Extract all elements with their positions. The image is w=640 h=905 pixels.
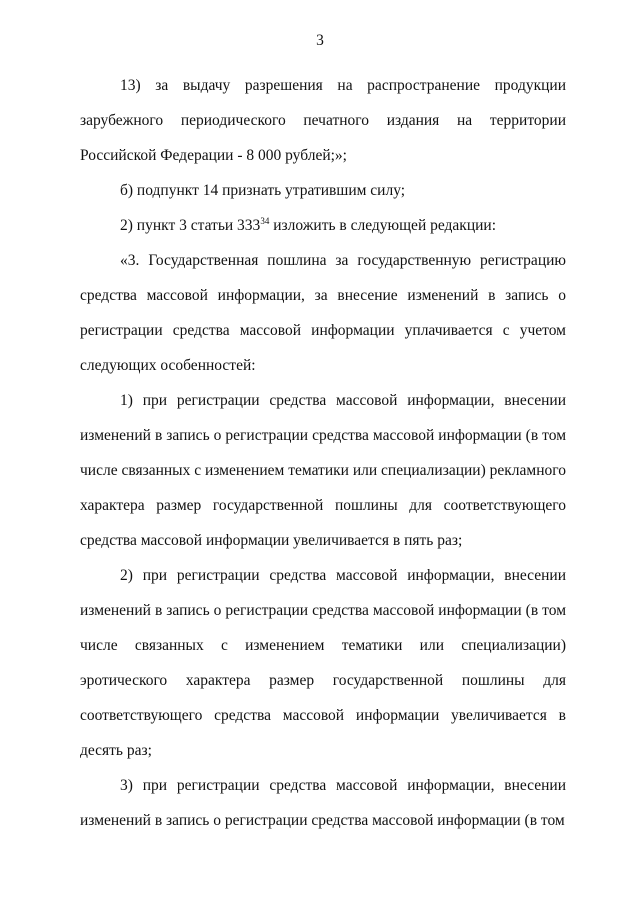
paragraph-item-13: 13) за выдачу разрешения на распространение продукции зарубежного периодического печатного издания на территории Российской Федерации - 8 000 рублей;»;: [80, 77, 566, 164]
paragraph-subitem-2: 2) при регистрации средства массовой информации, внесении изменений в запись о регистрации средства массовой информации (в том числе связанных с изменением тематики или специализации) эротического характера размер государственной пошлины для соответствующего средства массовой информации увеличивается в десять раз;: [80, 567, 566, 759]
paragraph-subitem-1: 1) при регистрации средства массовой информации, внесении изменений в запись о регистрации средства массовой информации (в том числе связанных с изменением тематики или специализации) рекламного характера размер государственной пошлины для соответствующего средства массовой информации увеличивается в пять раз;: [80, 392, 566, 549]
paragraph-item-2: [80, 208, 566, 243]
paragraph-item-2-tail: изложить в следующей редакции:: [269, 217, 497, 234]
paragraph-item-2-text: 2) пункт 3 статьи 333: [120, 217, 261, 234]
paragraph-subitem-b: б) подпункт 14 признать утратившим силу;: [120, 182, 406, 199]
paragraph-quoted-3: «3. Государственная пошлина за государственную регистрацию средства массовой информации, за внесение изменений в запись о регистрации средства массовой информации уплачивается с учетом следующих особенностей:: [80, 252, 566, 374]
document-body: [80, 68, 566, 838]
paragraph-subitem-3: 3) при регистрации средства массовой информации, внесении изменений в запись о регистрации средства массовой информации (в том: [80, 777, 566, 829]
page-number: 3: [316, 32, 324, 49]
article-superscript: 34: [260, 216, 270, 226]
